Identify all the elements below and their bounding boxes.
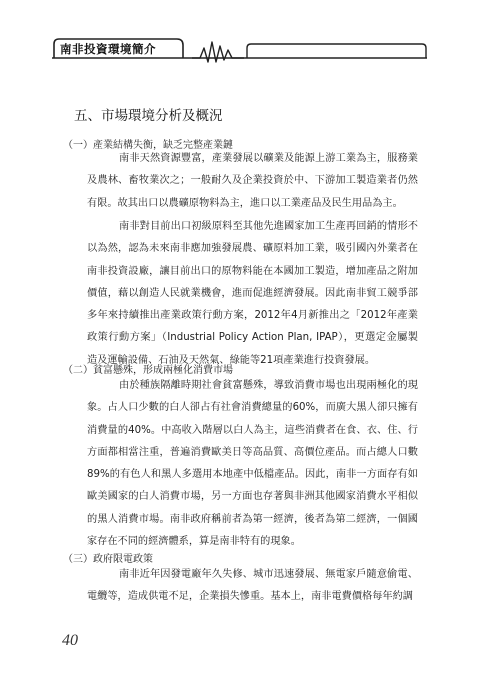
- running-header: [52, 36, 427, 64]
- subsection-title-2: （二）貧富懸殊，形成兩極化消費市場: [63, 365, 233, 376]
- section-heading: 五、市場環境分析及概況: [74, 108, 223, 124]
- page-number: 40: [62, 632, 78, 649]
- subsection-title-3: （三）政府限電政策: [63, 554, 153, 565]
- paragraph-2-1: 由於種族隔離時期社會貧富懸殊，導致消費市場也出現兩極化的現象。占人口少數的白人卻占有社會消費總量的60%，而廣大黑人卻只擁有消費量的40%。中高收入階層以白人為主，這些消費者在食、衣、住、行方面都相當注重，普遍消費歐美日等高品質、高價位產品。而占總人口數89%的有色人和黑人多選用本地產中低檔產品。因此，南非一方面存有如歐美國家的白人消費市場，另一方面也存著與非洲其他國家消費水平相似的黑人消費市場。南非政府稱前者為第一經濟，後者為第二經濟，一個國家存在不同的經濟體系，算是南非特有的現象。: [87, 380, 418, 548]
- subsection-title-1: （一）產業結構失衡，缺乏完整產業鏈: [63, 140, 233, 151]
- header-title: 南非投資環境簡介: [60, 42, 156, 56]
- paragraph-3-1: 南非近年因發電廠年久失修、城市迅速發展、無電家戶隨意偷電、電纜等，造成供電不足，企業損失慘重。基本上，南非電費價格每年約調: [87, 569, 418, 603]
- paragraph-1-2: 南非對目前出口初級原料至其他先進國家加工生產再回銷的情形不以為然，認為未來南非應加強發展農、礦原料加工業，吸引國內外業者在南非投資設廠，讓目前出口的原物料能在本國加工製造，增加產品之附加價值，藉以創造人民就業機會，進而促進經濟發展。因此南非貿工競爭部多年來持續推出產業政策行動方案，2012年4月新推出之「2012年產業政策行動方案」（Industrial Policy Action Plan, IPAP），更選定金屬製造及運輸設備、石油及天然氣、綠能等21項產業進行投資發展。: [87, 221, 418, 366]
- paragraph-1-1: 南非天然資源豐富，產業發展以礦業及能源上游工業為主，服務業及農林、畜牧業次之；一般耐久及企業投資於中、下游加工製造業者仍然有限。故其出口以農礦原物料為主，進口以工業產品及民生用品為主。: [87, 153, 418, 209]
